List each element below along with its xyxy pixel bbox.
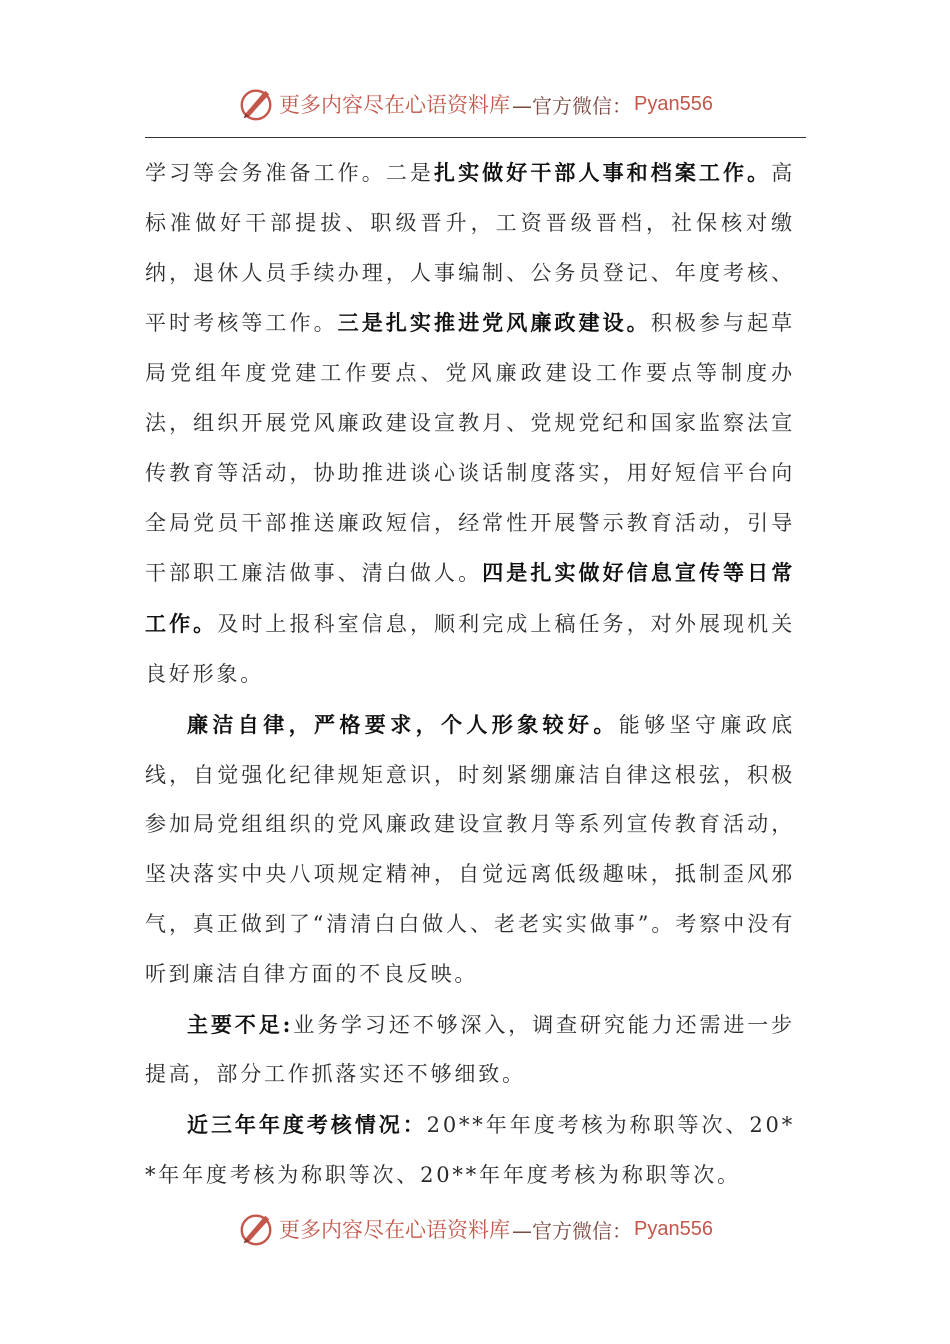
document-body (145, 148, 795, 1201)
pen-logo-icon (237, 1210, 275, 1248)
paragraph-shortcomings: 主要不足:业务学习还不够深入，调查研究能力还需进一步提高，部分工作抓落实还不够细致。 (145, 1011, 795, 1087)
footer-banner-wechat-id: Pyan556 (634, 1217, 713, 1240)
footer-banner-wechat-label: —官方微信： (512, 1218, 633, 1243)
header-banner-text: 更多内容尽在心语资料库 (279, 93, 511, 117)
header-banner-wechat-id: Pyan556 (634, 92, 713, 115)
paragraph-work-duties: 学习等会务准备工作。二是扎实做好干部人事和档案工作。高标准做好干部提拔、职级晋升，工资晋级晋档，社保核对缴纳，退休人员手续办理，人事编制、公务员登记、年度考核、平时考核等工作。三是扎实推进党风廉政建设。积极参与起草局党组年度党建工作要点、党风廉政建设工作要点等制度办法，组织开展党风廉政建设宣教月、党规党纪和国家监察法宣传教育等活动，协助推进谈心谈话制度落实，用好短信平台向全局党员干部推送廉政短信，经常性开展警示教育活动，引导干部职工廉洁做事、清白做人。四是扎实做好信息宣传等日常工作。及时上报科室信息，顺利完成上稿任务，对外展现机关良好形象。 (145, 160, 796, 686)
header-divider (145, 137, 806, 138)
header-banner-wechat-label: —官方微信： (512, 93, 633, 118)
paragraph-integrity: 廉洁自律，严格要求，个人形象较好。能够坚守廉政底线，自觉强化纪律规矩意识，时刻紧绷廉洁自律这根弦，积极参加局党组组织的党风廉政建设宣教月等系列宣传教育活动，坚决落实中央八项规定精神，自觉远离低级趣味，抵制歪风邪气，真正做到了“清清白白做人、老老实实做事”。考察中没有听到廉洁自律方面的不良反映。 (145, 711, 795, 986)
footer-banner-text: 更多内容尽在心语资料库 (279, 1218, 511, 1242)
page-footer-banner (0, 1209, 950, 1249)
page-header-banner (0, 84, 950, 124)
paragraph-annual-assessment: 近三年年度考核情况：20**年年度考核为称职等次、20**年年度考核为称职等次、20**年年度考核为称职等次。 (145, 1112, 796, 1187)
pen-logo-icon (237, 85, 275, 123)
